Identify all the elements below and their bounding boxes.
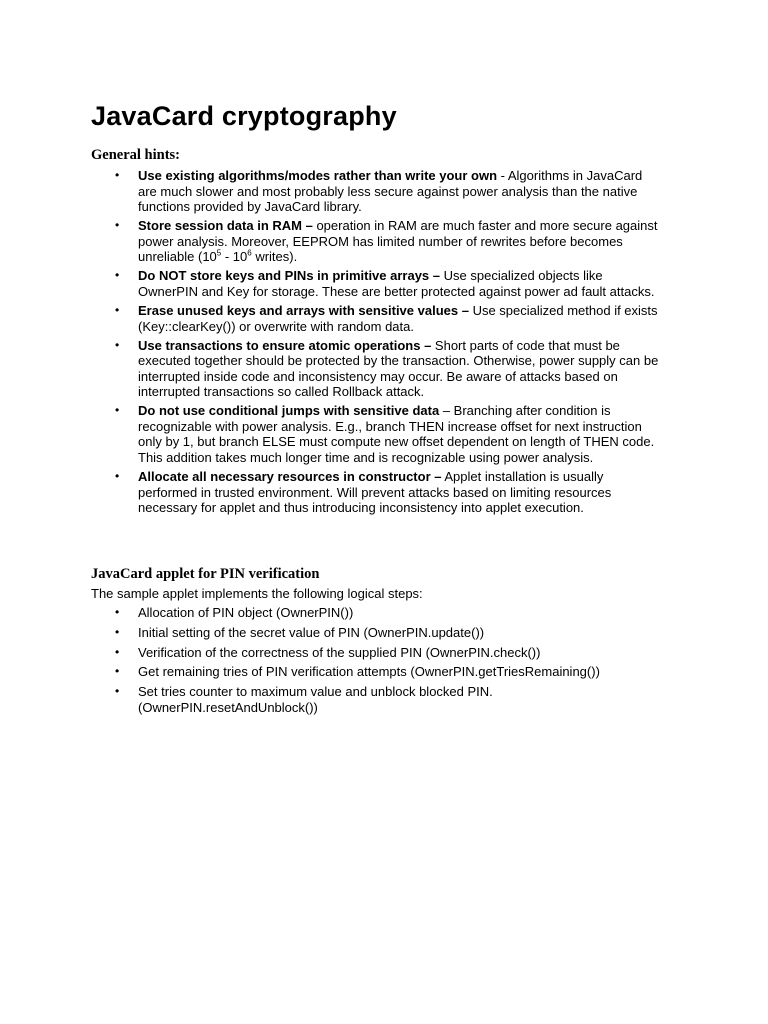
hint-text: - Algorithms in JavaCard are much slower and most probably less secure against power analysis than the native functions provided by JavaCard library. [138,168,643,215]
list-item [91,664,661,680]
bullet-icon: • [115,624,120,639]
list-item [91,625,661,641]
superscript: 6 [247,249,252,259]
bullet-icon: • [115,218,120,233]
bullet-icon: • [115,302,120,317]
list-item [91,303,661,334]
bullet-icon: • [115,168,120,182]
hint-text: Use specialized objects like OwnerPIN and Key for storage. These are better protected against power ad fault attacks. [138,268,655,299]
bullet-icon: • [115,664,120,679]
hint-title: Use transactions to ensure atomic operations – [138,337,432,353]
step-text: Verification of the correctness of the supplied PIN (OwnerPIN.check()) [138,644,541,660]
bullet-icon: • [115,469,120,484]
hint-title: Use existing algorithms/modes rather than write your own [138,168,498,183]
list-item [91,268,661,299]
step-text: Set tries counter to maximum value and unblock blocked PIN. (OwnerPIN.resetAndUnblock()) [138,684,493,715]
superscript: 5 [216,249,222,259]
hint-text: writes). [251,249,298,265]
hint-text: Use specialized method if exists (Key::clearKey()) or overwrite with random data. [138,302,658,334]
list-item [91,645,661,661]
list-item [91,168,661,215]
hint-text: - 10 [221,249,248,265]
hints-list [91,168,661,519]
bullet-icon: • [115,684,120,699]
hint-title: Do NOT store keys and PINs in primitive arrays – [138,268,441,284]
hint-text: – Branching after condition is recognizable with power analysis. E.g., branch THEN increase offset for next instruction only by 1, but branch ELSE must compute new offset dependent on length of THEN code. This addition takes much longer time and is recognizable using power analysis. [138,403,655,466]
list-item [91,403,661,465]
general-hints-heading: General hints: [91,147,181,163]
applet-heading: JavaCard applet for PIN verification [91,566,320,582]
bullet-icon: • [115,605,120,619]
list-item [91,338,661,400]
hint-text: operation in RAM are much faster and more secure against power analysis. Moreover, EEPROM has limited number of rewrites before becomes unreliable (10 [138,218,658,265]
hint-text: Applet installation is usually performed in trusted environment. Will prevent attacks based on limiting resources necessary for applet and thus introducing inconsistency into applet execution. [138,469,612,516]
list-item [91,605,661,621]
bullet-icon: • [115,337,120,352]
steps-list [91,605,661,720]
step-text: Allocation of PIN object (OwnerPIN()) [138,605,354,620]
bullet-icon: • [115,403,120,418]
hint-title: Allocate all necessary resources in constructor – [138,469,442,485]
hint-title: Erase unused keys and arrays with sensitive values – [138,302,469,318]
bullet-icon: • [115,268,120,283]
list-item [91,469,661,516]
hint-title: Store session data in RAM – [138,218,313,234]
applet-intro: The sample applet implements the following logical steps: [91,586,423,601]
hint-title: Do not use conditional jumps with sensitive data [138,403,440,419]
list-item [91,218,661,265]
page-title: JavaCard cryptography [91,101,397,131]
step-text: Initial setting of the secret value of PIN (OwnerPIN.update()) [138,624,485,640]
hint-text: Short parts of code that must be executed together should be protected by the transaction. Otherwise, power supply can be interrupted inside code and inconsistency may occur. Be aware of attacks based on interrupted transactions so called Rollback attack. [138,337,659,400]
bullet-icon: • [115,644,120,659]
list-item [91,684,661,715]
step-text: Get remaining tries of PIN verification attempts (OwnerPIN.getTriesRemaining()) [138,664,600,680]
